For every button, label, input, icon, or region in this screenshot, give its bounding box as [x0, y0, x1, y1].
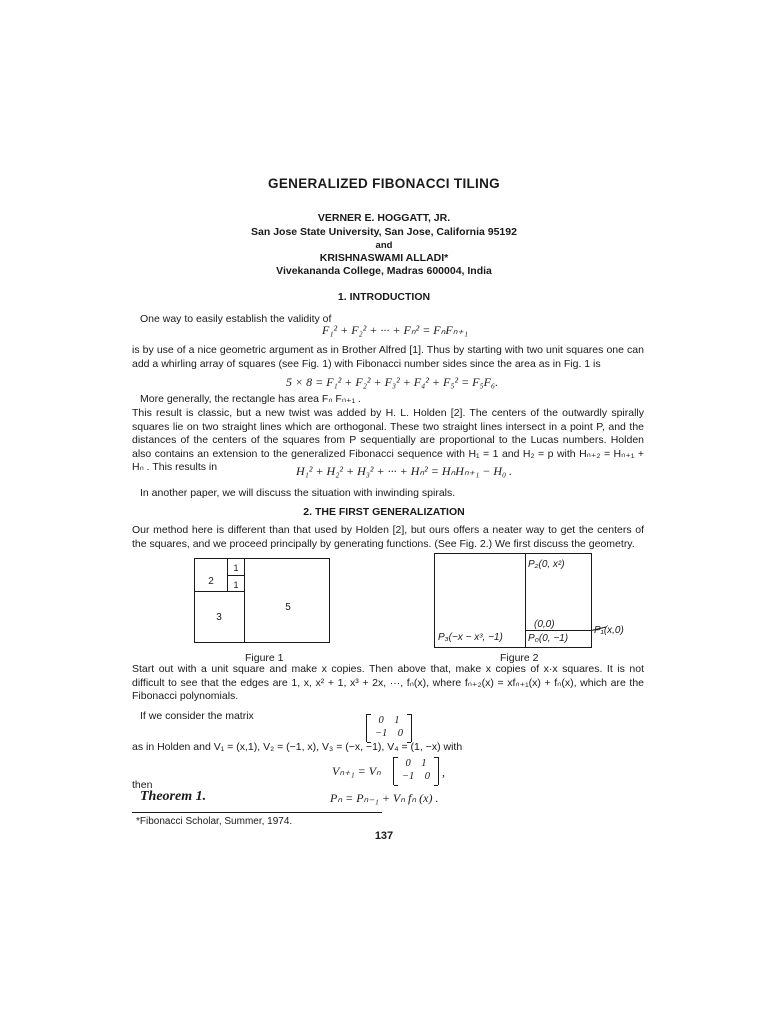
intro-paragraph-3: More generally, the rectangle has area Fₙ Fₙ₊₁ . [140, 393, 361, 405]
equation-1: F₁² + F₂² + ··· + Fₙ² = FₙFₙ₊₁ [322, 323, 469, 337]
figure-2-label-p1: P₁(x,0) [594, 625, 624, 636]
figure-2-label-origin: (0,0) [534, 619, 555, 630]
author-1: VERNER E. HOGGATT, JR. [317, 212, 451, 224]
intro-paragraph-5: In another paper, we will discuss the situation with inwinding spirals. [140, 487, 456, 499]
generalization-paragraph-1: Our method here is different than that used by Holden [2], but ours offers a neater way to get the centers of the squares, and we proceed principally by generating functions. (See Fig. 2.) We first discuss the geometry. [132, 524, 644, 550]
generalization-paragraph-4: as in Holden and V₁ = (x,1), V₂ = (−1, x), V₃ = (−x, −1), V₄ = (1, −x) with [132, 741, 463, 753]
figure-2 [430, 550, 645, 650]
footnote-rule [132, 812, 382, 813]
affiliation-1: San Jose State University, San Jose, California 95192 [251, 226, 517, 238]
figure-2-label-p2: P₂(0, x²) [528, 559, 565, 570]
authors-and: and [375, 240, 393, 251]
figure-1-outer-rectangle [195, 559, 330, 643]
theorem-equation: Pₙ = Pₙ₋₁ + Vₙ fₙ (x) . [330, 791, 439, 805]
figure-1-label-1a: 1 [233, 563, 239, 573]
figure-2-label-p3: P₃(−x − x³, −1) [438, 632, 503, 643]
intro-paragraph-1: One way to easily establish the validity of [140, 313, 332, 325]
figure-1-label-2: 2 [208, 576, 214, 587]
figure-1-caption: Figure 1 [245, 652, 284, 664]
matrix-row-2: −1 0 [374, 728, 404, 739]
matrix-row-1: 0 1 [378, 715, 400, 726]
section-heading-introduction: 1. INTRODUCTION [337, 291, 431, 303]
figure-1 [190, 555, 340, 655]
theorem-label: Theorem 1. [140, 789, 207, 804]
generalization-paragraph-2: Start out with a unit square and make x copies. Then above that, make x copies of x·x squares. It is not difficult to see that the edges are 1, x, x² + 1, x³ + 2x, ···, fₙ(x), where fₙ₊₂(x) = xfₙ₊₁(x) + fₙ(x), which are the Fibonacci polynomials. [132, 663, 644, 703]
intro-paragraph-4: This result is classic, but a new twist was added by H. L. Holden [2]. The centers of the outwardly spirally squares lie on two straight lines which are orthogonal. These two straight lines intersect in a point P, and the distances of the centers of the squares from P sequentially are proportional to the Lucas numbers. Holden also contains an extension to the generalized Fibonacci sequence with H₁ = 1 and H₂ = p with Hₙ₊₂ = Hₙ₊₁ + Hₙ . This results in [132, 407, 644, 474]
figure-2-label-p0: P₀(0, −1) [528, 633, 569, 644]
matrix [366, 714, 412, 742]
figure-1-label-3: 3 [216, 612, 222, 623]
equation-2: 5 × 8 = F₁² + F₂² + F₃² + F₄² + F₅² = F₅F₆. [286, 375, 499, 389]
author-2: KRISHNASWAMI ALLADI* [319, 252, 449, 264]
page-number: 137 [374, 830, 394, 842]
recurrence-matrix [393, 757, 439, 785]
recurrence-matrix-row-2: −1 0 [401, 771, 431, 782]
figure-1-label-5: 5 [285, 602, 291, 613]
recurrence-comma: , [442, 765, 445, 779]
recurrence-matrix-row-1: 0 1 [405, 758, 427, 769]
recurrence-lhs: Vₙ₊₁ = Vₙ [332, 764, 381, 778]
footnote: *Fibonacci Scholar, Summer, 1974. [136, 816, 293, 827]
intro-paragraph-2: is by use of a nice geometric argument as in Brother Alfred [1]. Thus by starting with two unit squares one can add a whirling array of squares (see Fig. 1) with Fibonacci number sides since the area as in Fig. 1 is [132, 344, 644, 370]
equation-3: H₁² + H₂² + H₃² + ··· + Hₙ² = HₙHₙ₊₁ − H₀ . [296, 464, 513, 478]
paper-title: GENERALIZED FIBONACCI TILING [268, 176, 500, 191]
then-label: then [132, 779, 153, 791]
affiliation-2: Vivekananda College, Madras 600004, India [276, 265, 492, 277]
figure-2-caption: Figure 2 [500, 652, 539, 664]
generalization-paragraph-3: If we consider the matrix [140, 710, 254, 722]
section-heading-first-generalization: 2. THE FIRST GENERALIZATION [303, 506, 465, 518]
figure-1-label-1b: 1 [233, 580, 239, 590]
